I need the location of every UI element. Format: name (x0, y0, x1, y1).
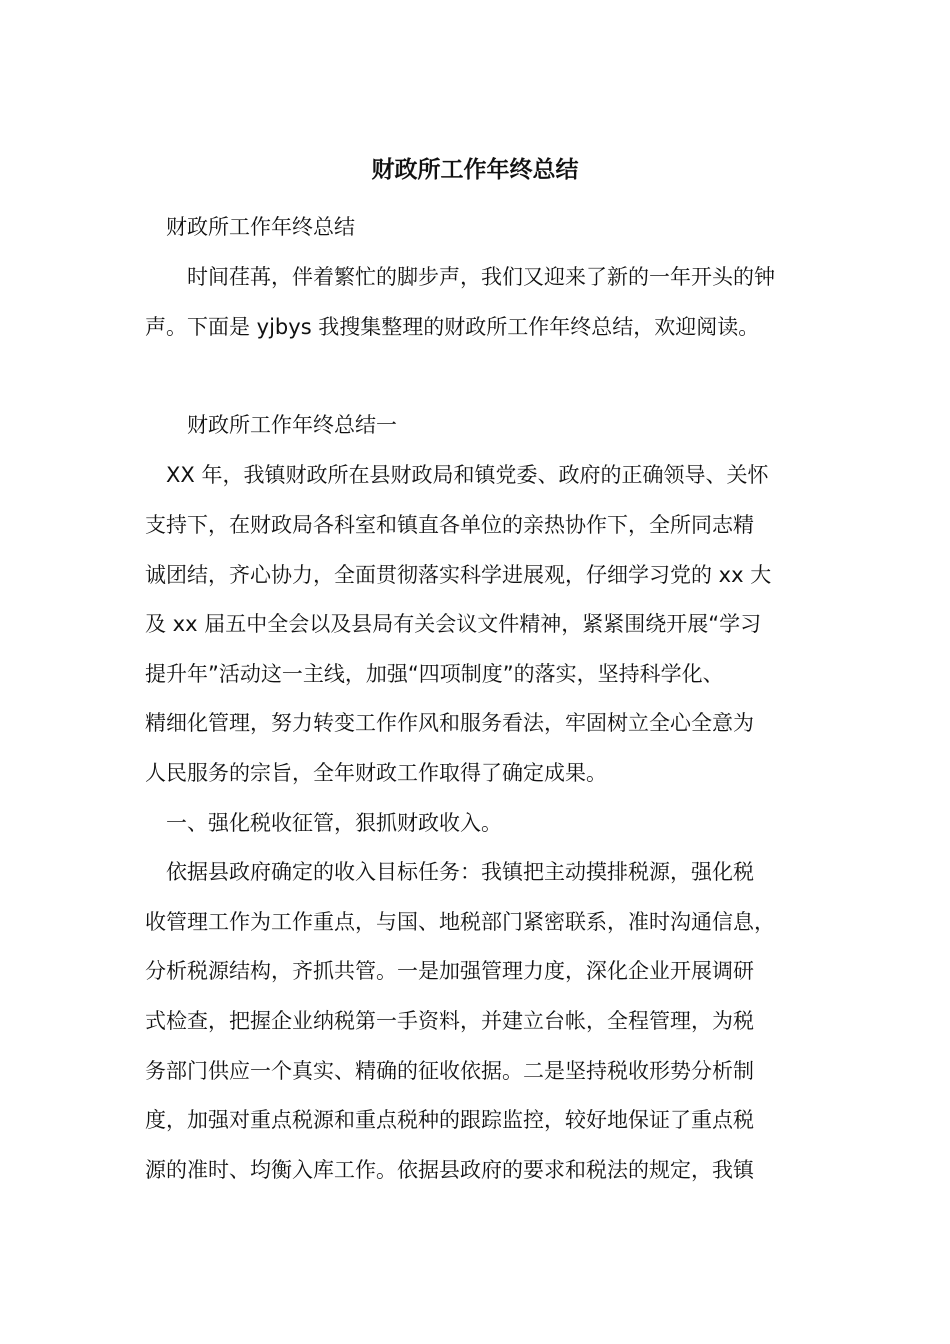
section-heading: 一、强化税收征管，狠抓财政收入。 (145, 811, 502, 835)
paragraph-line: 提升年”活动这一主线，加强“四项制度”的落实，坚持科学化、 (145, 662, 724, 686)
paragraph-line: 时间荏苒，伴着繁忙的脚步声，我们又迎来了新的一年开头的钟 (145, 265, 775, 289)
paragraph-line: 源的准时、均衡入库工作。依据县政府的要求和税法的规定，我镇 (145, 1158, 754, 1182)
paragraph-line: 精细化管理，努力转变工作作风和服务看法，牢固树立全心全意为 (145, 711, 754, 735)
subtitle-line: 财政所工作年终总结 (145, 215, 355, 239)
paragraph-line: XX 年，我镇财政所在县财政局和镇党委、政府的正确领导、关怀 (145, 463, 769, 487)
paragraph-line: 务部门供应一个真实、精确的征收依据。二是坚持税收形势分析制 (145, 1059, 754, 1083)
paragraph-line: 声。下面是 yjbys 我搜集整理的财政所工作年终总结，欢迎阅读。 (145, 315, 760, 339)
paragraph-line: 及 xx 届五中全会以及县局有关会议文件精神，紧紧围绕开展“学习 (145, 612, 762, 636)
paragraph-line: 人民服务的宗旨，全年财政工作取得了确定成果。 (145, 761, 607, 785)
paragraph-line: 式检查，把握企业纳税第一手资料，并建立台帐，全程管理，为税 (145, 1009, 754, 1033)
paragraph-line: 度，加强对重点税源和重点税种的跟踪监控，较好地保证了重点税 (145, 1108, 754, 1132)
paragraph-line: 分析税源结构，齐抓共管。一是加强管理力度，深化企业开展调研 (145, 959, 754, 983)
paragraph-line: 依据县政府确定的收入目标任务：我镇把主动摸排税源，强化税 (145, 860, 754, 884)
paragraph-line: 支持下，在财政局各科室和镇直各单位的亲热协作下，全所同志精 (145, 513, 754, 537)
document-title: 财政所工作年终总结 (371, 156, 579, 183)
paragraph-line: 收管理工作为工作重点，与国、地税部门紧密联系，准时沟通信息， (145, 910, 775, 934)
section-heading: 财政所工作年终总结一 (145, 413, 397, 437)
paragraph-line: 诚团结，齐心协力，全面贯彻落实科学进展观，仔细学习党的 xx 大 (145, 563, 772, 587)
